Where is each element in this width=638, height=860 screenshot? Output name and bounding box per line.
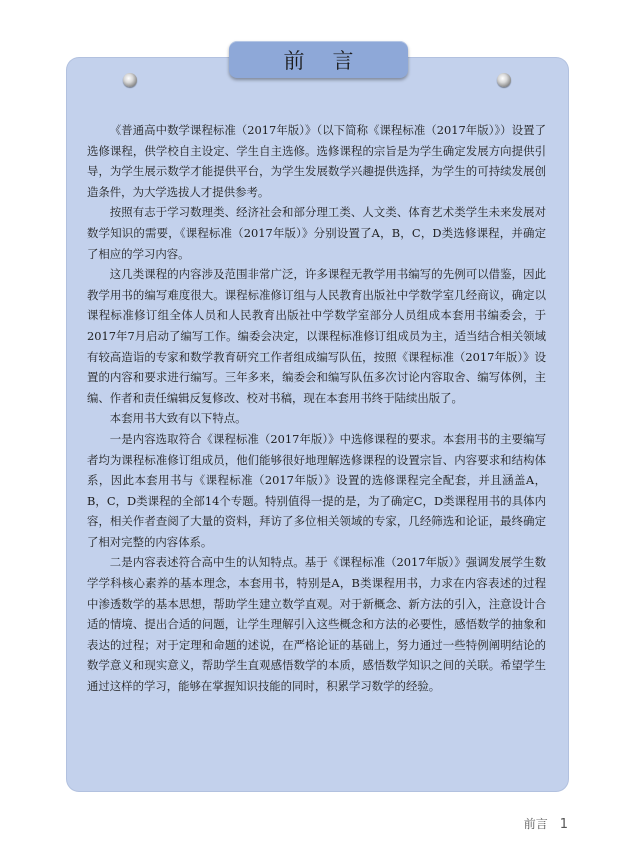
- page-title: 前言: [229, 41, 408, 78]
- paragraph-2: 按照有志于学习数理类、经济社会和部分理工类、人文类、体育艺术类学生未来发展对数学知识的需要，《课程标准（2017年版）》分别设置了A，B，C，D类选修课程，并确定了相应的学习内容。: [87, 205, 546, 261]
- page-number: 1: [559, 817, 568, 832]
- preface-body: [87, 120, 546, 697]
- binder-hole-icon: [123, 73, 137, 87]
- paragraph-4: 本套用书大致有以下特点。: [109, 411, 247, 426]
- page-footer: [524, 815, 568, 832]
- paragraph-6: 二是内容表述符合高中生的认知特点。基于《课程标准（2017年版）》强调发展学生数学学科核心素养的基本理念，本套用书，特别是A，B类课程用书，力求在内容表述的过程中渗透数学的基本思想，帮助学生建立数学直观。对于新概念、新方法的引入，注意设计合适的情境、提出合适的问题，让学生理解引入这些概念和方法的必要性，感悟数学的抽象和表达的过程；对于定理和命题的述说，在严格论证的基础上，努力通过一些特例阐明结论的数学意义和现实意义，帮助学生直观感悟数学的本质，感悟数学知识之间的关联。希望学生通过这样的学习，能够在掌握知识技能的同时，积累学习数学的经验。: [87, 555, 546, 694]
- binder-hole-icon: [497, 73, 511, 87]
- preface-card: [67, 58, 568, 791]
- paragraph-1: 《普通高中数学课程标准（2017年版）》（以下简称《课程标准（2017年版）》）设置了选修课程，供学校自主设定、学生自主选修。选修课程的宗旨是为学生确定发展方向提供引导，为学生展示数学才能提供平台，为学生发展数学兴趣提供选择，为学生的可持续发展创造条件，为大学选拔人才提供参考。: [87, 123, 546, 199]
- paragraph-3: 这几类课程的内容涉及范围非常广泛，许多课程无教学用书编写的先例可以借鉴，因此教学用书的编写难度很大。课程标准修订组与人民教育出版社中学数学室几经商议，确定以课程标准修订组全体人员和人民教育出版社中学数学室部分人员组成本套用书编委会，于2017年7月启动了编写工作。编委会决定，以课程标准修订组成员为主，适当结合相关领域有较高造诣的专家和数学教育研究工作者组成编写队伍，按照《课程标准（2017年版）》设置的内容和要求进行编写。三年多来，编委会和编写队伍多次讨论内容取舍、编写体例，主编、作者和责任编辑反复修改、校对书稿，现在本套用书终于陆续出版了。: [87, 267, 546, 405]
- paragraph-5: 一是内容选取符合《课程标准（2017年版）》中选修课程的要求。本套用书的主要编写者均为课程标准修订组成员，他们能够很好地理解选修课程的设置宗旨、内容要求和结构体系，因此本套用书与《课程标准（2017年版）》设置的选修课程完全配套，并且涵盖A，B，C，D类课程的全部14个专题。特别值得一提的是，为了确定C，D类课程用书的具体内容，相关作者查阅了大量的资料，拜访了多位相关领域的专家，几经筛选和论证，最终确定了相对完整的内容体系。: [87, 431, 546, 549]
- footer-section: 前言: [523, 817, 548, 831]
